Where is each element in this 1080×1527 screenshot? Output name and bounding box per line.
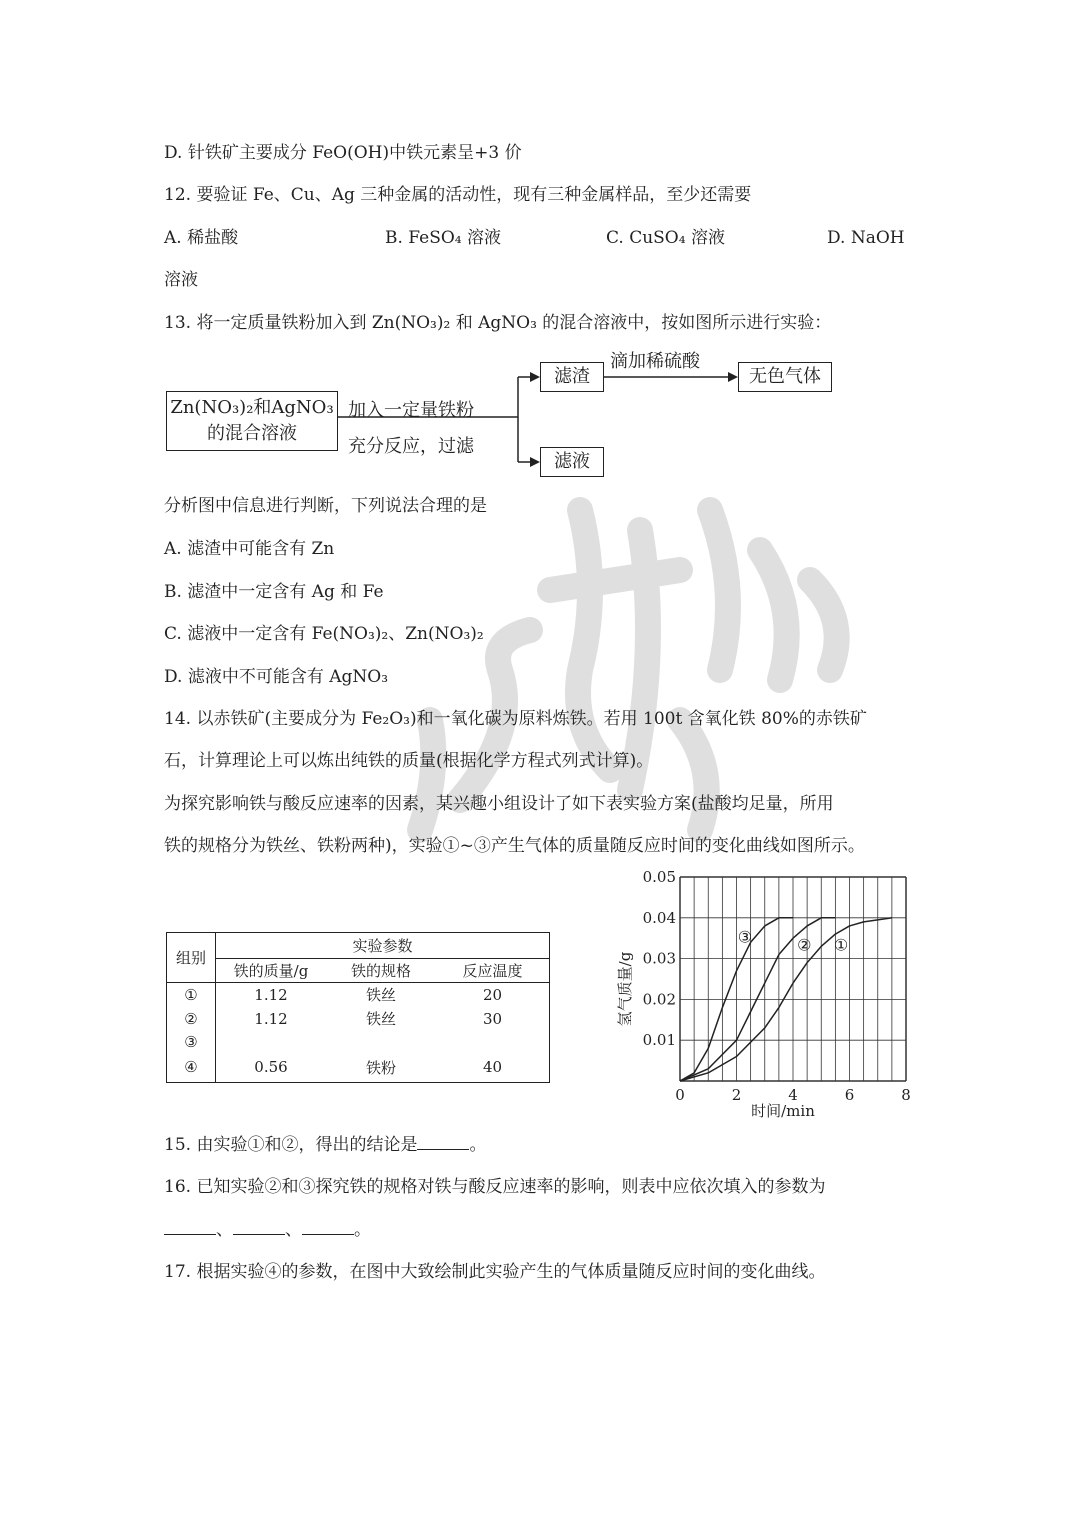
table-row	[167, 983, 550, 1007]
q12-option-d: D. NaOH	[827, 228, 905, 248]
experiment-table	[166, 932, 550, 1083]
table-col-mass: 铁的质量/g	[216, 959, 327, 983]
q13-gas-box: 无色气体	[738, 362, 832, 392]
table-cell-id: ②	[167, 1007, 216, 1031]
q13-option-a: A. 滤渣中可能含有 Zn	[164, 539, 335, 559]
table-cell-temp: 40	[436, 1053, 550, 1083]
table-cell-mass: 0.56	[216, 1053, 327, 1083]
table-cell-type: 铁丝	[365, 1010, 396, 1028]
intro-line1: 为探究影响铁与酸反应速率的因素，某兴趣小组设计了如下表实验方案(盐酸均足量，所用	[164, 794, 834, 814]
q13-prompt: 分析图中信息进行判断，下列说法合理的是	[164, 496, 487, 516]
q15-line	[164, 1133, 486, 1157]
table-cell-type: 铁粉	[326, 1053, 436, 1083]
q13-start-line2: 的混合溶液	[207, 423, 297, 444]
q16-separator: 、	[285, 1220, 302, 1240]
q15-text: 15. 由实验①和②，得出的结论是	[164, 1135, 418, 1155]
q13-step-top: 加入一定量铁粉	[348, 400, 474, 421]
table-cell-type: 铁丝	[365, 986, 396, 1005]
q15-end: 。	[469, 1135, 487, 1155]
table-cell-temp: 20	[436, 983, 550, 1007]
q13-residue-box: 滤渣	[540, 362, 604, 392]
table-cell-id: ④	[167, 1053, 216, 1083]
y-tick-label: 0.04	[642, 908, 676, 927]
table-cell-mass: 1.12	[254, 985, 288, 1004]
table-col-type: 铁的规格	[326, 959, 436, 983]
series-label: ①	[833, 935, 849, 955]
q16-answer-blank-1[interactable]	[164, 1218, 216, 1235]
table-cell-mass: 1.12	[254, 1009, 288, 1028]
table-cell-mass	[216, 1031, 327, 1053]
q13-option-b: B. 滤渣中一定含有 Ag 和 Fe	[164, 582, 384, 602]
q13-start-line1: Zn(NO₃)₂和AgNO₃	[170, 397, 334, 418]
y-tick-label: 0.03	[642, 949, 676, 968]
q12-option-c: C. CuSO₄ 溶液	[606, 228, 725, 248]
q17-text: 17. 根据实验④的参数，在图中大致绘制此实验产生的气体质量随反应时间的变化曲线。	[164, 1262, 826, 1282]
x-tick-label: 2	[731, 1086, 742, 1104]
series-label: ②	[797, 935, 812, 955]
q13-option-c: C. 滤液中一定含有 Fe(NO₃)₂、Zn(NO₃)₂	[164, 624, 484, 644]
table-cell-temp: 30	[436, 1007, 550, 1031]
table-cell-id: ③	[167, 1031, 216, 1053]
table-row	[167, 1007, 550, 1031]
q13-step-bottom: 充分反应，过滤	[348, 436, 474, 457]
q12-stem: 12. 要验证 Fe、Cu、Ag 三种金属的活动性，现有三种金属样品，至少还需要	[164, 185, 752, 205]
x-tick-label: 8	[901, 1086, 911, 1104]
table-cell-id: ①	[167, 983, 216, 1007]
q14-line2: 石，计算理论上可以炼出纯铁的质量(根据化学方程式列式计算)。	[164, 751, 654, 771]
q12-option-d-cont: 溶液	[164, 270, 198, 290]
q13-stem: 13. 将一定质量铁粉加入到 Zn(NO₃)₂ 和 AgNO₃ 的混合溶液中，按如图所示进行实验：	[164, 313, 832, 333]
q13-start-box	[166, 391, 338, 451]
q14-line1: 14. 以赤铁矿(主要成分为 Fe₂O₃)和一氧化碳为原料炼铁。若用 100t 含氧化铁 80%的赤铁矿	[164, 709, 867, 729]
hydrogen-chart	[600, 862, 930, 1124]
table-cell-type	[326, 1031, 436, 1053]
q16-line2	[164, 1218, 371, 1242]
q16-line1: 16. 已知实验②和③探究铁的规格对铁与酸反应速率的影响，则表中应依次填入的参数为	[164, 1177, 826, 1197]
table-row	[167, 1031, 550, 1053]
y-tick-label: 0.02	[642, 990, 676, 1009]
table-row	[167, 1053, 550, 1083]
table-col-temp: 反应温度	[436, 959, 550, 983]
table-group-header: 组别	[167, 933, 216, 983]
table-params-header: 实验参数	[216, 933, 550, 959]
q16-separator: 、	[216, 1220, 233, 1240]
x-tick-label: 4	[788, 1086, 798, 1104]
q16-answer-blank-3[interactable]	[302, 1218, 354, 1235]
intro-line2: 铁的规格分为铁丝、铁粉两种)，实验①~③产生气体的质量随反应时间的变化曲线如图所示。	[164, 836, 865, 856]
q13-acid-label: 滴加稀硫酸	[610, 351, 700, 372]
table-cell-temp	[436, 1031, 550, 1053]
q11-option-d: D. 针铁矿主要成分 FeO(OH)中铁元素呈+3 价	[164, 143, 522, 163]
x-tick-label: 0	[675, 1086, 685, 1104]
q13-option-d: D. 滤液中不可能含有 AgNO₃	[164, 667, 389, 687]
q13-filtrate-box: 滤液	[540, 447, 604, 477]
x-axis-label: 时间/min	[751, 1102, 815, 1120]
q12-option-b: B. FeSO₄ 溶液	[385, 228, 502, 248]
y-tick-label: 0.05	[642, 868, 676, 886]
y-axis-label: 氢气质量/g	[616, 951, 634, 1027]
x-tick-label: 6	[844, 1086, 855, 1104]
q15-answer-blank[interactable]	[417, 1133, 469, 1150]
q12-option-a: A. 稀盐酸	[164, 228, 239, 248]
q16-end: 。	[354, 1220, 371, 1240]
y-tick-label: 0.01	[642, 1031, 676, 1050]
series-label: ③	[737, 927, 753, 947]
q16-answer-blank-2[interactable]	[233, 1218, 285, 1235]
